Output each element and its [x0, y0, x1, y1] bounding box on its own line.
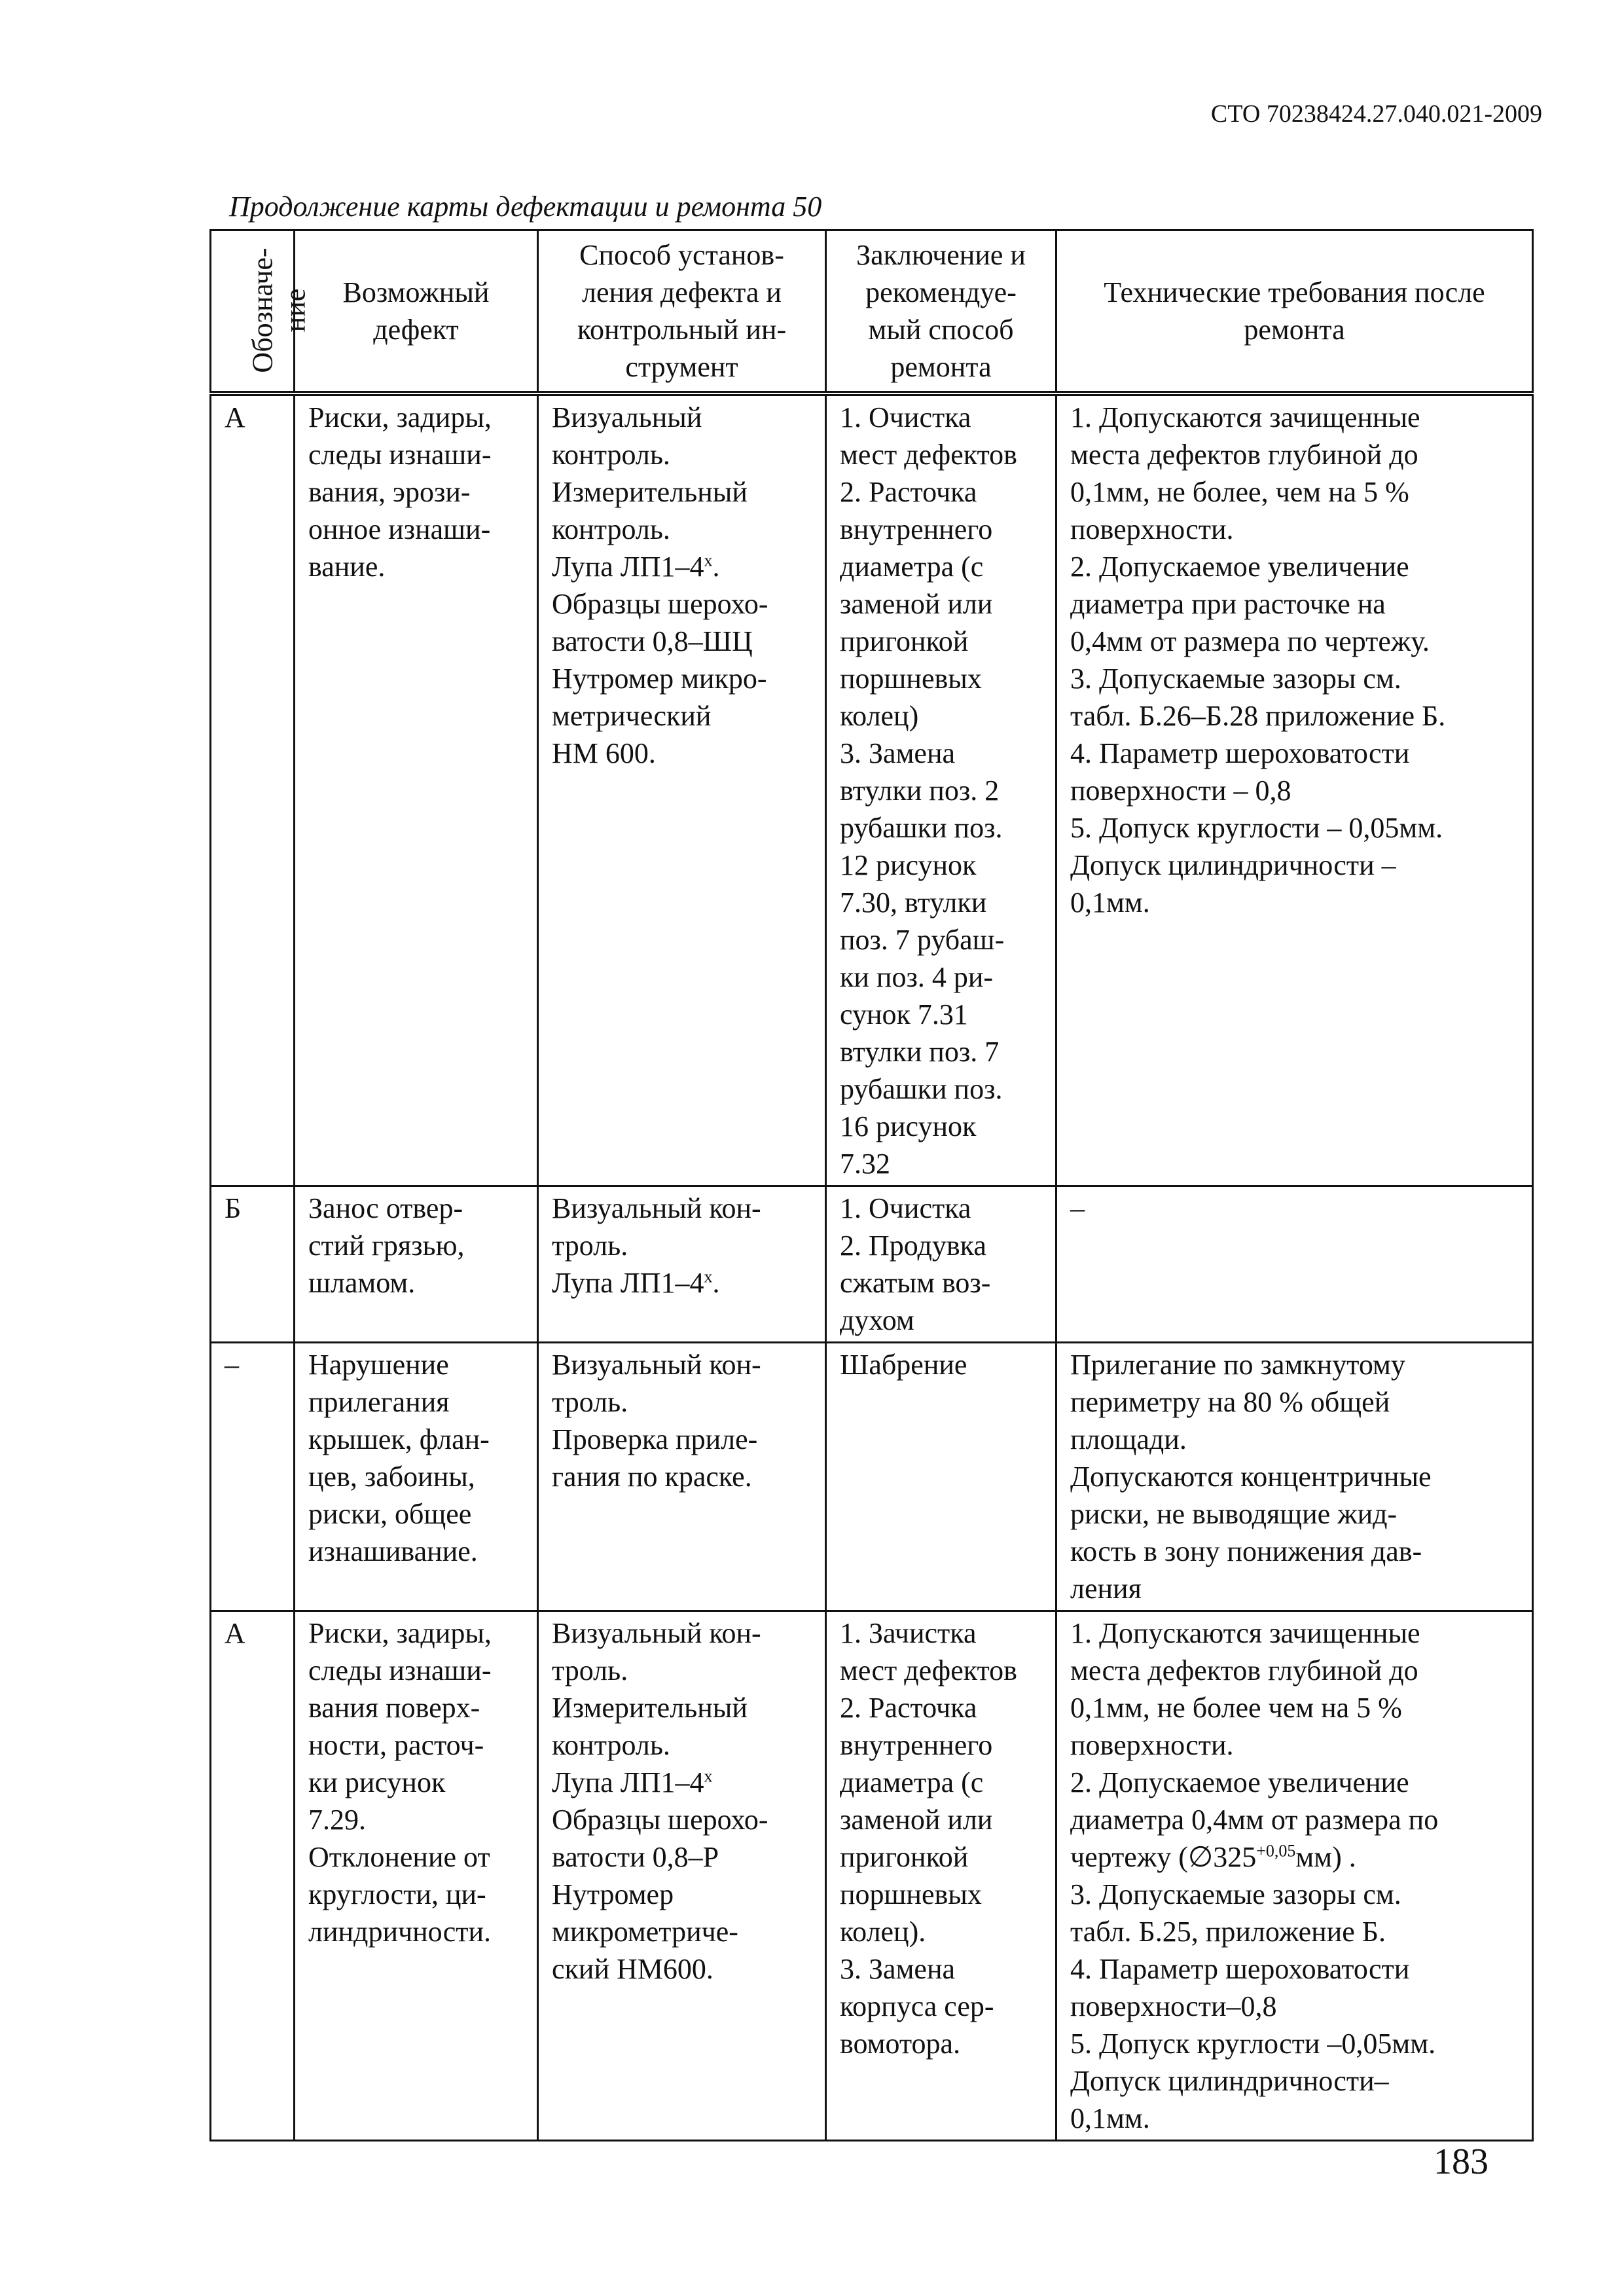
cell-line: Нутромер: [552, 1878, 674, 1910]
cell-line: сжатым воз-: [840, 1267, 991, 1299]
cell-line: 5. Допуск круглости –0,05мм.: [1070, 2028, 1436, 2060]
cell-line: Отклонение от: [308, 1841, 490, 1873]
cell-line: 2. Продувка: [840, 1230, 986, 1262]
cell-line: колец): [840, 700, 919, 732]
cell-line: ватости 0,8–ШЦ: [552, 625, 753, 657]
cell-designation: –: [211, 1343, 295, 1611]
cell-line: 7.32: [840, 1148, 890, 1180]
cell-line: 1. Допускаются зачищенные: [1070, 401, 1420, 433]
cell-line: крышек, флан-: [308, 1423, 490, 1455]
cell-line: 2. Расточка: [840, 476, 977, 508]
cell-line: изнашивание.: [308, 1535, 478, 1567]
cell-line: Измерительный: [552, 1692, 748, 1724]
cell-line: метрический: [552, 700, 712, 732]
cell-line: Допускаются концентричные: [1070, 1461, 1432, 1493]
page-number: 183: [1434, 2141, 1489, 2182]
cell-line: Лупа $ЛП1-4^х$.: [552, 1267, 720, 1299]
cell-line: поз. 7 рубаш-: [840, 924, 1005, 956]
cell-line: колец).: [840, 1916, 926, 1948]
cell-line: поршневых: [840, 663, 982, 695]
cell-designation: А: [211, 393, 295, 1186]
cell-line: места дефектов глубиной до: [1070, 1654, 1418, 1686]
tolerance-superscript: +0,05: [1256, 1841, 1296, 1861]
cell-line: 4. Параметр шероховатости: [1070, 737, 1410, 769]
table-caption: Продолжение карты дефектации и ремонта 50: [229, 191, 822, 223]
cell-line: линдричности.: [308, 1916, 492, 1948]
cell-line: 7.30, втулки: [840, 886, 987, 919]
header-conclusion: Заключение и рекомендуе- мый способ ремонта: [826, 230, 1056, 394]
cell-line: Визуальный: [552, 401, 702, 433]
cell-line: 2. Расточка: [840, 1692, 977, 1724]
cell-conclusion: [826, 1343, 1056, 1611]
cell-line: периметру на 80 % общей: [1070, 1386, 1390, 1418]
cell-line: Образцы шерохо-: [552, 1804, 768, 1836]
cell-line: диаметра (с: [840, 1766, 984, 1798]
cell-method: [538, 1343, 826, 1611]
cell-line: Проверка приле-: [552, 1423, 758, 1455]
cell-line: 1. Допускаются зачищенные: [1070, 1617, 1420, 1649]
cell-line: 0,1мм, не более, чем на 5 %: [1070, 476, 1409, 508]
cell-conclusion: [826, 1611, 1056, 2141]
cell-line: 7.29.: [308, 1804, 366, 1836]
cell-defect: [295, 393, 538, 1186]
cell-line: онное изнаши-: [308, 513, 491, 545]
superscript: х: [704, 1766, 713, 1786]
header-method: Способ установ- ления дефекта и контрольный ин- струмент: [538, 230, 826, 394]
cell-line: 1. Очистка: [840, 1192, 971, 1224]
cell-line: контроль.: [552, 439, 670, 471]
cell-defect: [295, 1611, 538, 2141]
cell-line: Риски, задиры,: [308, 1617, 492, 1649]
defect-repair-table: [209, 229, 1534, 2141]
cell-requirements: [1056, 1186, 1533, 1343]
cell-line: заменой или: [840, 588, 993, 620]
header-requirements: Технические требования после ремонта: [1056, 230, 1533, 394]
cell-line: 5. Допуск круглости – 0,05мм.: [1070, 812, 1443, 844]
cell-line: места дефектов глубиной до: [1070, 439, 1418, 471]
cell-line: ский НМ600.: [552, 1953, 713, 1985]
cell-line: пригонкой: [840, 1841, 969, 1873]
cell-designation: А: [211, 1611, 295, 2141]
cell-line: пригонкой: [840, 625, 969, 657]
cell-line: 3. Замена: [840, 737, 956, 769]
cell-line: 1. Зачистка: [840, 1617, 977, 1649]
cell-line: 1. Очистка: [840, 401, 971, 433]
cell-line: следы изнаши-: [308, 439, 492, 471]
cell-line: ватости 0,8–Р: [552, 1841, 719, 1873]
cell-method: [538, 1186, 826, 1343]
cell-line: корпуса сер-: [840, 1990, 994, 2022]
cell-line: гания по краске.: [552, 1461, 752, 1493]
standard-code: СТО 70238424.27.040.021-2009: [1210, 100, 1542, 128]
cell-requirements: [1056, 393, 1533, 1186]
cell-line: контроль.: [552, 513, 670, 545]
cell-line: Лупа $ЛП1-4^х$: [552, 1766, 713, 1798]
cell-line: площади.: [1070, 1423, 1187, 1455]
cell-requirements: [1056, 1611, 1533, 2141]
cell-line: Нутромер микро-: [552, 663, 767, 695]
cell-line: внутреннего: [840, 1729, 993, 1761]
cell-line: шламом.: [308, 1267, 416, 1299]
cell-line: втулки поз. 7: [840, 1036, 1000, 1068]
cell-conclusion: [826, 1186, 1056, 1343]
cell-line: мест дефектов: [840, 439, 1017, 471]
header-defect: Возможный дефект: [295, 230, 538, 394]
cell-line: внутреннего: [840, 513, 993, 545]
cell-line: Образцы шерохо-: [552, 588, 768, 620]
cell-line: стий грязью,: [308, 1230, 465, 1262]
cell-line: 0,1мм.: [1070, 2102, 1150, 2134]
cell-line: 3. Допускаемые зазоры см.: [1070, 663, 1401, 695]
cell-line: втулки поз. 2: [840, 774, 1000, 807]
cell-line: вомотора.: [840, 2028, 961, 2060]
cell-line: чертежу $(\emptyset 325^{+0,05}мм)$ .: [1070, 1841, 1356, 1873]
cell-line: 4. Параметр шероховатости: [1070, 1953, 1410, 1985]
cell-line: троль.: [552, 1386, 628, 1418]
cell-line: кость в зону понижения дав-: [1070, 1535, 1422, 1567]
cell-line: 2. Допускаемое увеличение: [1070, 551, 1409, 583]
cell-line: диаметра (с: [840, 551, 984, 583]
cell-line: заменой или: [840, 1804, 993, 1836]
cell-line: НМ 600.: [552, 737, 656, 769]
cell-line: троль.: [552, 1230, 628, 1262]
cell-defect: [295, 1343, 538, 1611]
cell-line: табл. Б.25, приложение Б.: [1070, 1916, 1386, 1948]
cell-line: Визуальный кон-: [552, 1349, 761, 1381]
cell-line: 2. Допускаемое увеличение: [1070, 1766, 1409, 1798]
cell-line: ления: [1070, 1573, 1142, 1605]
cell-line: мест дефектов: [840, 1654, 1017, 1686]
cell-line: поверхности.: [1070, 513, 1234, 545]
table-header-row: [211, 230, 1533, 394]
superscript: х: [704, 551, 713, 570]
cell-method: [538, 393, 826, 1186]
cell-line: вания, эрози-: [308, 476, 471, 508]
cell-line: риски, не выводящие жид-: [1070, 1498, 1398, 1530]
cell-line: Визуальный кон-: [552, 1192, 761, 1224]
cell-line: Занос отвер-: [308, 1192, 463, 1224]
cell-line: 3. Замена: [840, 1953, 956, 1985]
cell-line: поверхности – 0,8: [1070, 774, 1291, 807]
cell-line: поверхности.: [1070, 1729, 1234, 1761]
table-row: [211, 1186, 1533, 1343]
cell-line: Лупа $ЛП1-4^х$.: [552, 551, 720, 583]
cell-line: ности, расточ-: [308, 1729, 484, 1761]
cell-line: следы изнаши-: [308, 1654, 492, 1686]
header-designation: Обозначе- ние: [211, 230, 295, 394]
cell-line: сунок 7.31: [840, 998, 968, 1030]
cell-line: вание.: [308, 551, 386, 583]
cell-requirements: [1056, 1343, 1533, 1611]
cell-line: диаметра при расточке на: [1070, 588, 1386, 620]
cell-designation: Б: [211, 1186, 295, 1343]
cell-line: ки поз. 4 ри-: [840, 961, 994, 993]
superscript: х: [704, 1267, 713, 1286]
cell-line: Измерительный: [552, 476, 748, 508]
cell-line: поршневых: [840, 1878, 982, 1910]
cell-line: диаметра 0,4мм от размера по: [1070, 1804, 1439, 1836]
cell-line: Допуск цилиндричности –: [1070, 849, 1396, 881]
cell-line: Риски, задиры,: [308, 401, 492, 433]
cell-line: контроль.: [552, 1729, 670, 1761]
cell-line: ки рисунок: [308, 1766, 446, 1798]
cell-line: поверхности–0,8: [1070, 1990, 1277, 2022]
cell-line: микрометриче-: [552, 1916, 738, 1948]
cell-line: 0,1мм.: [1070, 886, 1150, 919]
cell-line: прилегания: [308, 1386, 450, 1418]
cell-line: Визуальный кон-: [552, 1617, 761, 1649]
cell-line: цев, забоины,: [308, 1461, 475, 1493]
cell-line: 3. Допускаемые зазоры см.: [1070, 1878, 1401, 1910]
cell-line: вания поверх-: [308, 1692, 480, 1724]
cell-line: Прилегание по замкнутому: [1070, 1349, 1405, 1381]
cell-line: табл. Б.26–Б.28 приложение Б.: [1070, 700, 1446, 732]
cell-line: круглости, ци-: [308, 1878, 486, 1910]
cell-line: 0,4мм от размера по чертежу.: [1070, 625, 1430, 657]
cell-line: 0,1мм, не более чем на 5 %: [1070, 1692, 1402, 1724]
cell-line: 12 рисунок: [840, 849, 977, 881]
cell-line: Шабрение: [840, 1349, 967, 1381]
cell-line: духом: [840, 1304, 914, 1336]
cell-method: [538, 1611, 826, 2141]
cell-line: рубашки поз.: [840, 812, 1003, 844]
cell-conclusion: [826, 393, 1056, 1186]
table-row: [211, 1343, 1533, 1611]
cell-line: риски, общее: [308, 1498, 472, 1530]
cell-line: –: [1070, 1192, 1085, 1224]
cell-line: 16 рисунок: [840, 1110, 977, 1142]
cell-defect: [295, 1186, 538, 1343]
cell-line: рубашки поз.: [840, 1073, 1003, 1105]
cell-line: троль.: [552, 1654, 628, 1686]
table-row: [211, 393, 1533, 1186]
cell-line: Допуск цилиндричности–: [1070, 2065, 1389, 2097]
table-row: [211, 1611, 1533, 2141]
cell-line: Нарушение: [308, 1349, 449, 1381]
